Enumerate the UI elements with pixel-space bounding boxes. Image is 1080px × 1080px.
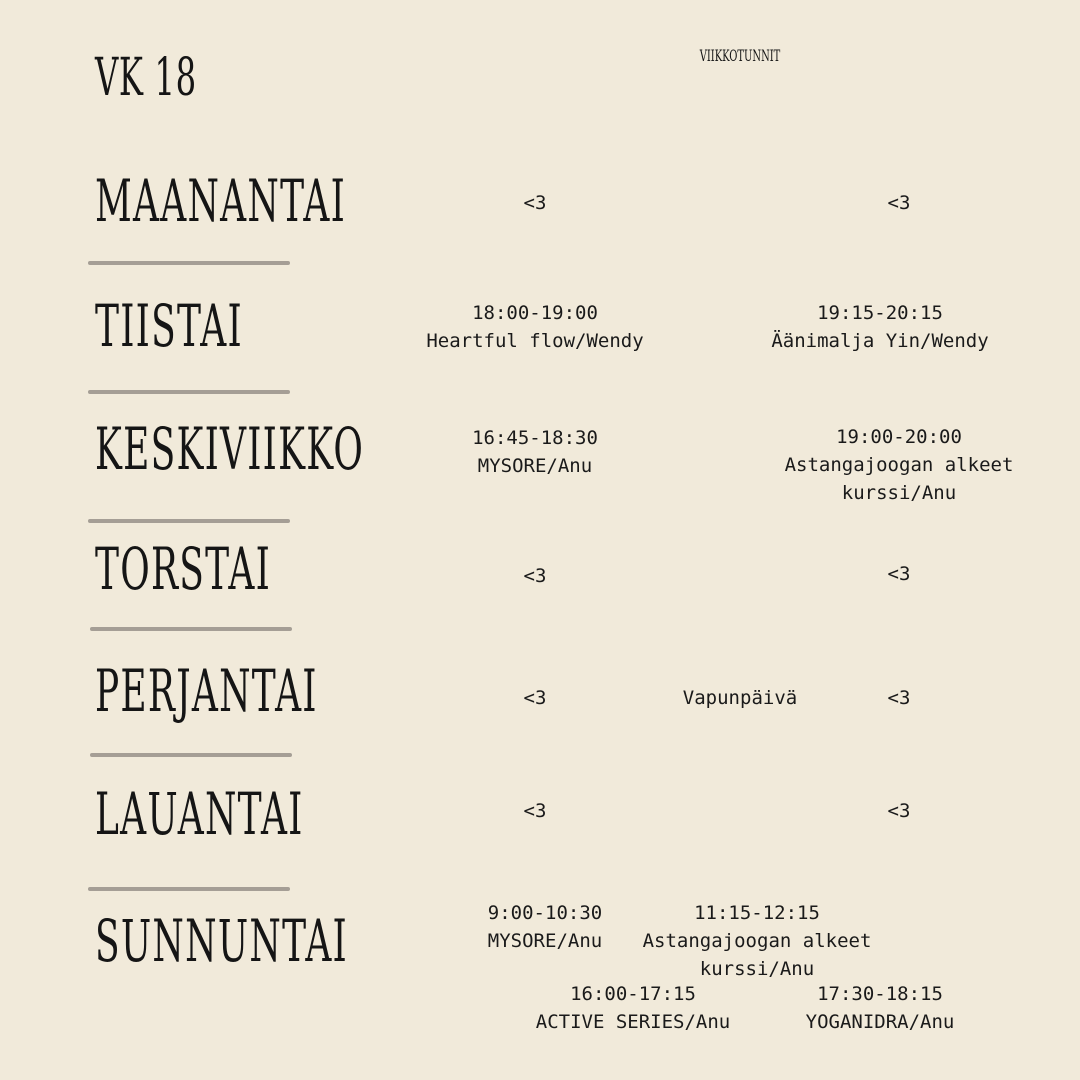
slot-class: <3 — [887, 563, 911, 585]
slot-entry — [785, 423, 1014, 507]
slot-class: Astangajoogan alkeet — [784, 454, 1014, 476]
slot-entry — [888, 189, 911, 217]
slot-entry — [888, 797, 911, 825]
day-label-keskiviikko: KESKIVIIKKO — [95, 415, 365, 483]
slot-time: 9:00-10:30 — [487, 902, 603, 924]
slot-entry — [524, 684, 547, 712]
slot-entry — [488, 899, 602, 955]
slot-class: Äänimalja Yin/Wendy — [771, 330, 989, 352]
slot-class: <3 — [887, 800, 911, 822]
slot-entry — [524, 562, 547, 590]
slot-class: <3 — [887, 192, 911, 214]
slot-class: <3 — [523, 192, 547, 214]
divider — [88, 887, 290, 891]
title-container — [540, 48, 940, 118]
slot-time: 11:15-12:15 — [694, 902, 820, 924]
slot-entry — [888, 560, 911, 588]
slot-entry — [524, 797, 547, 825]
slot-time: 19:00-20:00 — [836, 426, 962, 448]
day-label-tiistai: TIISTAI — [95, 292, 243, 360]
slot-class: <3 — [523, 565, 547, 587]
week-label: VK 18 — [95, 48, 197, 108]
slot-entry — [888, 684, 911, 712]
day-label-lauantai: LAUANTAI — [95, 780, 304, 848]
page-title: VIIKKOTUNNIT — [699, 46, 781, 65]
slot-time: 19:15-20:15 — [817, 302, 943, 324]
slot-class: ACTIVE SERIES/Anu — [535, 1011, 731, 1033]
slot-class: <3 — [523, 800, 547, 822]
slot-time: 16:00-17:15 — [570, 983, 696, 1005]
slot-entry — [472, 424, 598, 480]
slot-entry — [643, 899, 872, 983]
divider — [88, 390, 290, 394]
slot-time: 16:45-18:30 — [472, 427, 598, 449]
slot-time: 17:30-18:15 — [817, 983, 943, 1005]
slot-time: 18:00-19:00 — [472, 302, 598, 324]
divider — [90, 753, 292, 757]
divider — [88, 261, 290, 265]
day-label-maanantai: MAANANTAI — [95, 167, 347, 235]
slot-class: MYSORE/Anu — [487, 930, 603, 952]
slot-class: <3 — [523, 687, 547, 709]
slot-entry — [806, 980, 955, 1036]
holiday-label: Vapunpäivä — [682, 687, 798, 709]
holiday-note — [683, 684, 797, 712]
slot-entry — [771, 299, 988, 355]
slot-entry — [536, 980, 730, 1036]
slot-class: YOGANIDRA/Anu — [805, 1011, 955, 1033]
slot-entry — [524, 189, 547, 217]
slot-class-line2: kurssi/Anu — [841, 482, 957, 504]
slot-class: MYSORE/Anu — [477, 455, 593, 477]
divider — [90, 627, 292, 631]
day-label-torstai: TORSTAI — [95, 535, 272, 603]
day-label-perjantai: PERJANTAI — [95, 657, 318, 725]
slot-class: Astangajoogan alkeet — [642, 930, 872, 952]
slot-class: <3 — [887, 687, 911, 709]
slot-entry — [426, 299, 643, 355]
divider — [88, 519, 290, 523]
day-label-sunnuntai: SUNNUNTAI — [95, 907, 348, 975]
slot-class-line2: kurssi/Anu — [699, 958, 815, 980]
slot-class: Heartful flow/Wendy — [426, 330, 644, 352]
